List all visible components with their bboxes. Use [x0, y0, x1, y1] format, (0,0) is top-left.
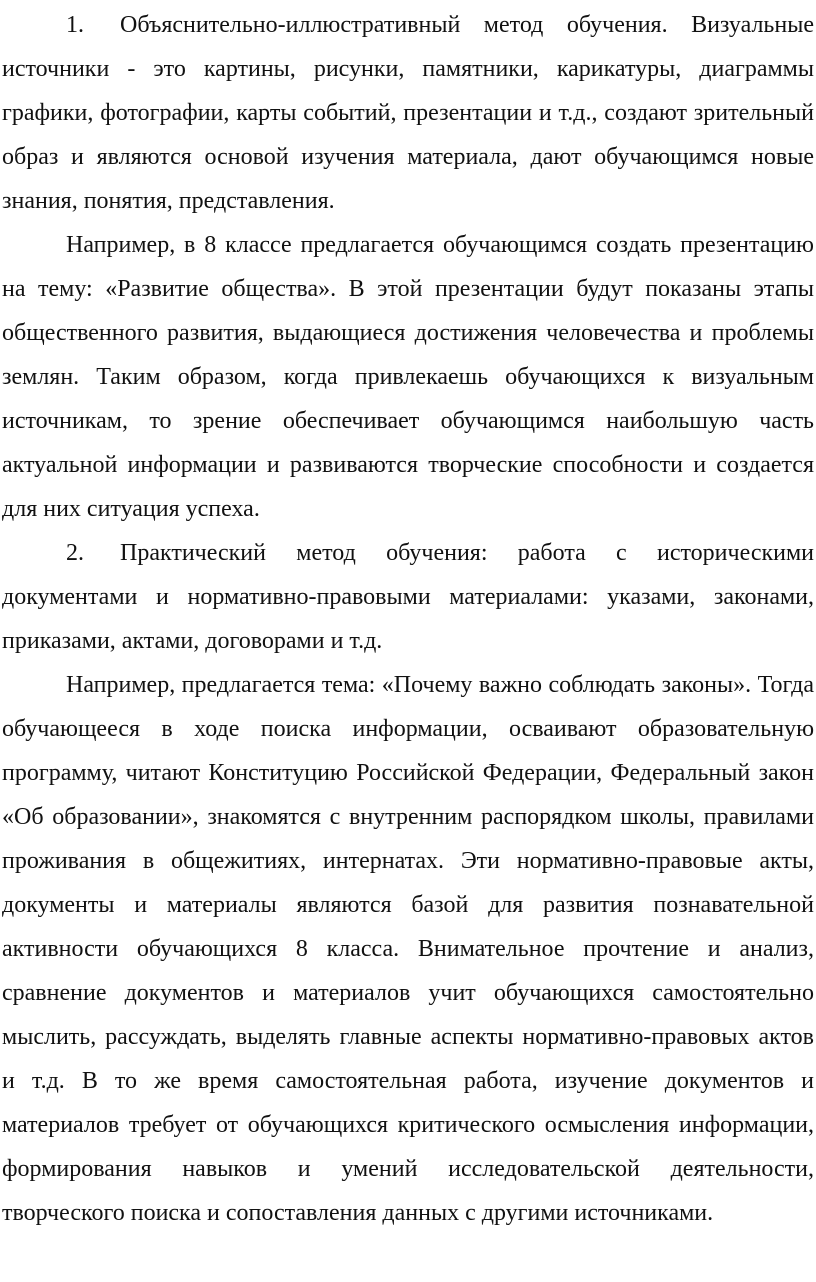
paragraph-1	[2, 3, 814, 223]
paragraph-4-text: Например, предлагается тема: «Почему важно соблюдать законы». Тогда обучающееся в ходе поиска информации, осваивают образовательную программу, читают Конституцию Российской Федерации, Федеральный закон «Об образовании», знакомятся с внутренним распорядком школы, правилами проживания в общежитиях, интернатах. Эти нормативно-правовые акты, документы и материалы являются базой для развития познавательной активности обучающихся 8 класса. Внимательное прочтение и анализ, сравнение документов и материалов учит обучающихся самостоятельно мыслить, рассуждать, выделять главные аспекты нормативно-правовых актов и т.д. В то же время самостоятельная работа, изучение документов и материалов требует от обучающихся критического осмысления информации, формирования навыков и умений исследовательской деятельности, творческого поиска и сопоставления данных с другими источниками.	[2, 672, 814, 1226]
paragraph-2	[2, 223, 814, 531]
document-page	[2, 0, 814, 1235]
paragraph-4	[2, 663, 814, 1235]
list-number-2: 2.	[66, 540, 84, 566]
paragraph-3-text: Практический метод обучения: работа с историческими документами и нормативно-правовыми материалами: указами, законами, приказами, актами, договорами и т.д.	[2, 540, 814, 654]
list-number-1: 1.	[66, 12, 84, 38]
paragraph-2-text: Например, в 8 классе предлагается обучающимся создать презентацию на тему: «Развитие общества». В этой презентации будут показаны этапы общественного развития, выдающиеся достижения человечества и проблемы землян. Таким образом, когда привлекаешь обучающихся к визуальным источникам, то зрение обеспечивает обучающимся наибольшую часть актуальной информации и развиваются творческие способности и создается для них ситуация успеха.	[2, 232, 814, 522]
paragraph-3	[2, 531, 814, 663]
paragraph-1-text: Объяснительно-иллюстративный метод обучения. Визуальные источники - это картины, рисунки, памятники, карикатуры, диаграммы графики, фотографии, карты событий, презентации и т.д., создают зрительный образ и являются основой изучения материала, дают обучающимся новые знания, понятия, представления.	[2, 12, 814, 214]
